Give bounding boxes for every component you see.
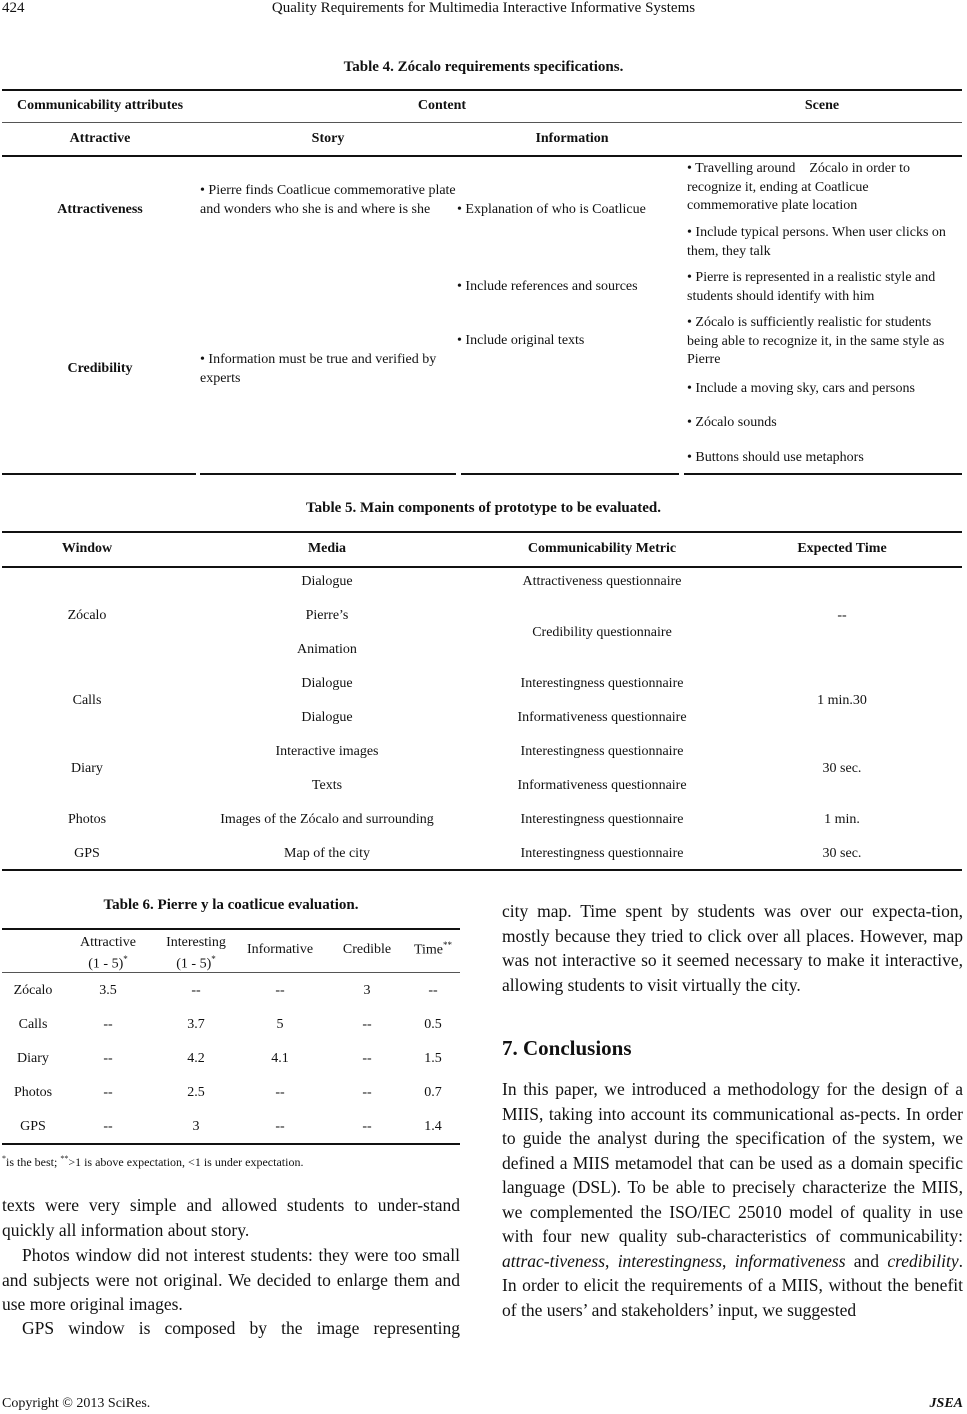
- zocalo-metric-1: Attractiveness questionnaire: [522, 574, 682, 589]
- photos-window: Photos: [67, 812, 107, 827]
- calls-window: Calls: [72, 693, 102, 708]
- table-cell: 5: [276, 1017, 284, 1032]
- page-number: 424: [2, 0, 25, 16]
- section-title: 7. Conclusions: [502, 1036, 632, 1060]
- calls-media-1: Dialogue: [301, 676, 353, 691]
- credibility-scene-1: • Pierre is represented in a realistic style and students should identify with him: [687, 270, 936, 304]
- table4-caption: Table 4. Zócalo requirements specifications.: [343, 59, 624, 75]
- header-credible: Credible: [342, 942, 392, 957]
- rule: [200, 473, 456, 475]
- calls-metric-2: Informativeness questionnaire: [517, 710, 687, 725]
- table-cell: --: [103, 1017, 113, 1032]
- calls-media-2: Dialogue: [301, 710, 353, 725]
- left-paragraph-3: GPS window is composed by the image representing: [22, 1318, 460, 1338]
- table-cell: --: [362, 1119, 372, 1134]
- table4: [2, 89, 962, 475]
- text-run: . In order to elicit the requirements of a MIIS, without the benefit of the users’ and stakeholders’ input, we suggested: [502, 1250, 963, 1320]
- header-attractive: Attractive: [69, 131, 131, 146]
- table6: [2, 928, 460, 1148]
- table-cell: 1.5: [424, 1051, 442, 1066]
- rule: [461, 473, 679, 475]
- time-mark: **: [443, 940, 453, 950]
- diary-metric-2: Informativeness questionnaire: [517, 778, 687, 793]
- interesting-mark: *: [211, 954, 216, 964]
- term-attractiveness: attrac-tiveness: [502, 1250, 606, 1271]
- header-content: Content: [417, 98, 467, 113]
- attractive-label: Attractive: [80, 935, 136, 950]
- gps-time: 30 sec.: [822, 846, 862, 861]
- footnote-text: is the best;: [6, 1155, 61, 1169]
- gps-window: GPS: [74, 846, 100, 861]
- header-information: Information: [535, 131, 609, 146]
- photos-time: 1 min.: [824, 812, 860, 827]
- text-run: In this paper, we introduced a methodology for the design of a MIIS, taking into account its communicational as-pects. In order to guide the analyst during the specification of the system, we defined a MIIS metamodel that can be used as a domain specific language (DSL). To be able to precisely characterize the MIIS, we complemented the ISO/IEC 25010 model of quality in use with four new quality sub-characteristics of communicability:: [502, 1079, 963, 1246]
- attractiveness-scene-2: • Include typical persons. When user clicks on them, they talk: [687, 225, 946, 259]
- credibility-scene-2: • Zócalo is sufficiently realistic for students being able to recognize it, in the same style as Pierre: [687, 315, 945, 367]
- right-paragraph-1: city map. Time spent by students was over our expecta-tion, mostly because they tried to click over all places. However, map was not interactive so it seemed necessary to make it interactive, allowing students to visit virtually the city.: [502, 901, 963, 995]
- zocalo-time: --: [837, 608, 847, 623]
- table-cell: 0.5: [424, 1017, 442, 1032]
- right-paragraph-2: [502, 1077, 963, 1322]
- text-run: ,: [722, 1250, 735, 1271]
- credibility-scene-4: • Zócalo sounds: [687, 415, 777, 430]
- attractiveness-information: • Explanation of who is Coatlicue: [457, 202, 646, 217]
- calls-metric-1: Interestingness questionnaire: [520, 676, 684, 691]
- row-label: Diary: [17, 1051, 49, 1066]
- gps-metric: Interestingness questionnaire: [520, 846, 684, 861]
- header-time: [406, 940, 460, 959]
- table-cell: 3: [192, 1119, 200, 1134]
- rule: [2, 122, 962, 123]
- diary-media-2: Texts: [311, 778, 343, 793]
- header-scene: Scene: [804, 98, 840, 113]
- row-label-attractiveness: Attractiveness: [57, 202, 143, 217]
- header-story: Story: [311, 131, 345, 146]
- footnote-text: >1 is above expectation, <1 is under expectation.: [68, 1155, 304, 1169]
- copyright: Copyright © 2013 SciRes.: [2, 1396, 151, 1411]
- credibility-information-2: • Include original texts: [457, 333, 585, 348]
- attractiveness-scene-1: • Travelling around Zócalo in order to recognize it, ending at Coatlicue commemorative plate location: [687, 161, 914, 213]
- journal-name: JSEA: [929, 1396, 963, 1411]
- rule: [2, 473, 196, 475]
- interesting-scale: (1 - 5): [176, 956, 212, 972]
- table-cell: 4.1: [271, 1051, 289, 1066]
- row-label: Zócalo: [13, 983, 53, 998]
- row-label-credibility: Credibility: [67, 361, 133, 376]
- rule: [2, 566, 962, 568]
- header-expected-time: Expected Time: [797, 541, 887, 556]
- diary-window: Diary: [71, 761, 103, 776]
- table-cell: --: [103, 1085, 113, 1100]
- credibility-story: • Information must be true and verified by experts: [200, 352, 437, 386]
- rule: [2, 531, 962, 533]
- row-label: GPS: [20, 1119, 46, 1134]
- calls-time: 1 min.30: [817, 693, 867, 708]
- attractiveness-story: • Pierre finds Coatlicue commemorative plate and wonders who she is and where is she: [200, 183, 456, 217]
- diary-metric-1: Interestingness questionnaire: [520, 744, 684, 759]
- text-run: ,: [605, 1250, 618, 1271]
- zocalo-media-3: Animation: [297, 642, 357, 657]
- attractive-scale: (1 - 5): [88, 956, 124, 972]
- zocalo-metric-2: Credibility questionnaire: [532, 625, 672, 640]
- table-cell: --: [191, 983, 201, 998]
- header-media: Media: [307, 541, 347, 556]
- left-paragraph-1: texts were very simple and allowed students to under-stand quickly all information about story.: [2, 1195, 460, 1240]
- table-cell: --: [103, 1051, 113, 1066]
- header-window: Window: [61, 541, 113, 556]
- rule: [2, 869, 962, 871]
- photos-media: Images of the Zócalo and surrounding: [220, 812, 434, 827]
- zocalo-media-2: Pierre’s: [305, 608, 349, 623]
- text-run: and: [845, 1250, 888, 1271]
- interesting-label: Interesting: [166, 935, 226, 950]
- table-cell: --: [275, 1119, 285, 1134]
- table-cell: --: [275, 1085, 285, 1100]
- credibility-information-1: • Include references and sources: [457, 279, 638, 294]
- table-cell: --: [103, 1119, 113, 1134]
- table5-caption: Table 5. Main components of prototype to be evaluated.: [305, 500, 661, 516]
- term-informativeness: informativeness: [734, 1250, 846, 1271]
- row-label: Calls: [18, 1017, 48, 1032]
- footnote-mark: **: [60, 1154, 69, 1163]
- photos-metric: Interestingness questionnaire: [520, 812, 684, 827]
- table-cell: --: [362, 1085, 372, 1100]
- attractive-mark: *: [123, 954, 128, 964]
- header-interesting: [154, 934, 238, 973]
- term-credibility: credibility: [887, 1250, 959, 1271]
- footnote-mark: *: [2, 1154, 6, 1163]
- row-label: Photos: [13, 1085, 53, 1100]
- header-communicability-metric: Communicability Metric: [527, 541, 677, 556]
- rule: [2, 1143, 460, 1145]
- term-interestingness: interestingness: [617, 1250, 723, 1271]
- header-communicability-attributes: Communicability attributes: [16, 98, 184, 113]
- table-cell: 3: [363, 983, 371, 998]
- rule: [684, 473, 962, 475]
- table-cell: --: [428, 983, 438, 998]
- table-cell: 3.7: [187, 1017, 205, 1032]
- credibility-scene-5: • Buttons should use metaphors: [687, 450, 864, 465]
- rule: [2, 89, 962, 91]
- table6-caption: Table 6. Pierre y la coatlicue evaluation.: [103, 897, 359, 913]
- time-label: Time: [413, 942, 444, 958]
- rule: [2, 155, 962, 157]
- table-cell: 1.4: [424, 1119, 442, 1134]
- table-cell: 2.5: [187, 1085, 205, 1100]
- table-cell: --: [362, 1051, 372, 1066]
- zocalo-media-1: Dialogue: [301, 574, 353, 589]
- table-cell: 0.7: [424, 1085, 442, 1100]
- table6-footnote: [2, 1154, 303, 1170]
- rule: [2, 928, 460, 930]
- table-cell: 4.2: [187, 1051, 205, 1066]
- diary-time: 30 sec.: [822, 761, 862, 776]
- table-cell: --: [362, 1017, 372, 1032]
- header-informative: Informative: [246, 942, 314, 957]
- diary-media-1: Interactive images: [275, 744, 379, 759]
- table-cell: 3.5: [99, 983, 117, 998]
- zocalo-window: Zócalo: [67, 608, 107, 623]
- left-paragraph-2: Photos window did not interest students: they were too small and subjects were not original. We decided to enlarge them and use more original images.: [2, 1245, 460, 1314]
- gps-media: Map of the city: [284, 846, 370, 861]
- table-cell: --: [275, 983, 285, 998]
- running-title: Quality Requirements for Multimedia Interactive Informative Systems: [271, 0, 696, 16]
- credibility-scene-3: • Include a moving sky, cars and persons: [687, 381, 915, 396]
- header-attractive: [68, 934, 148, 973]
- table5: [2, 531, 962, 871]
